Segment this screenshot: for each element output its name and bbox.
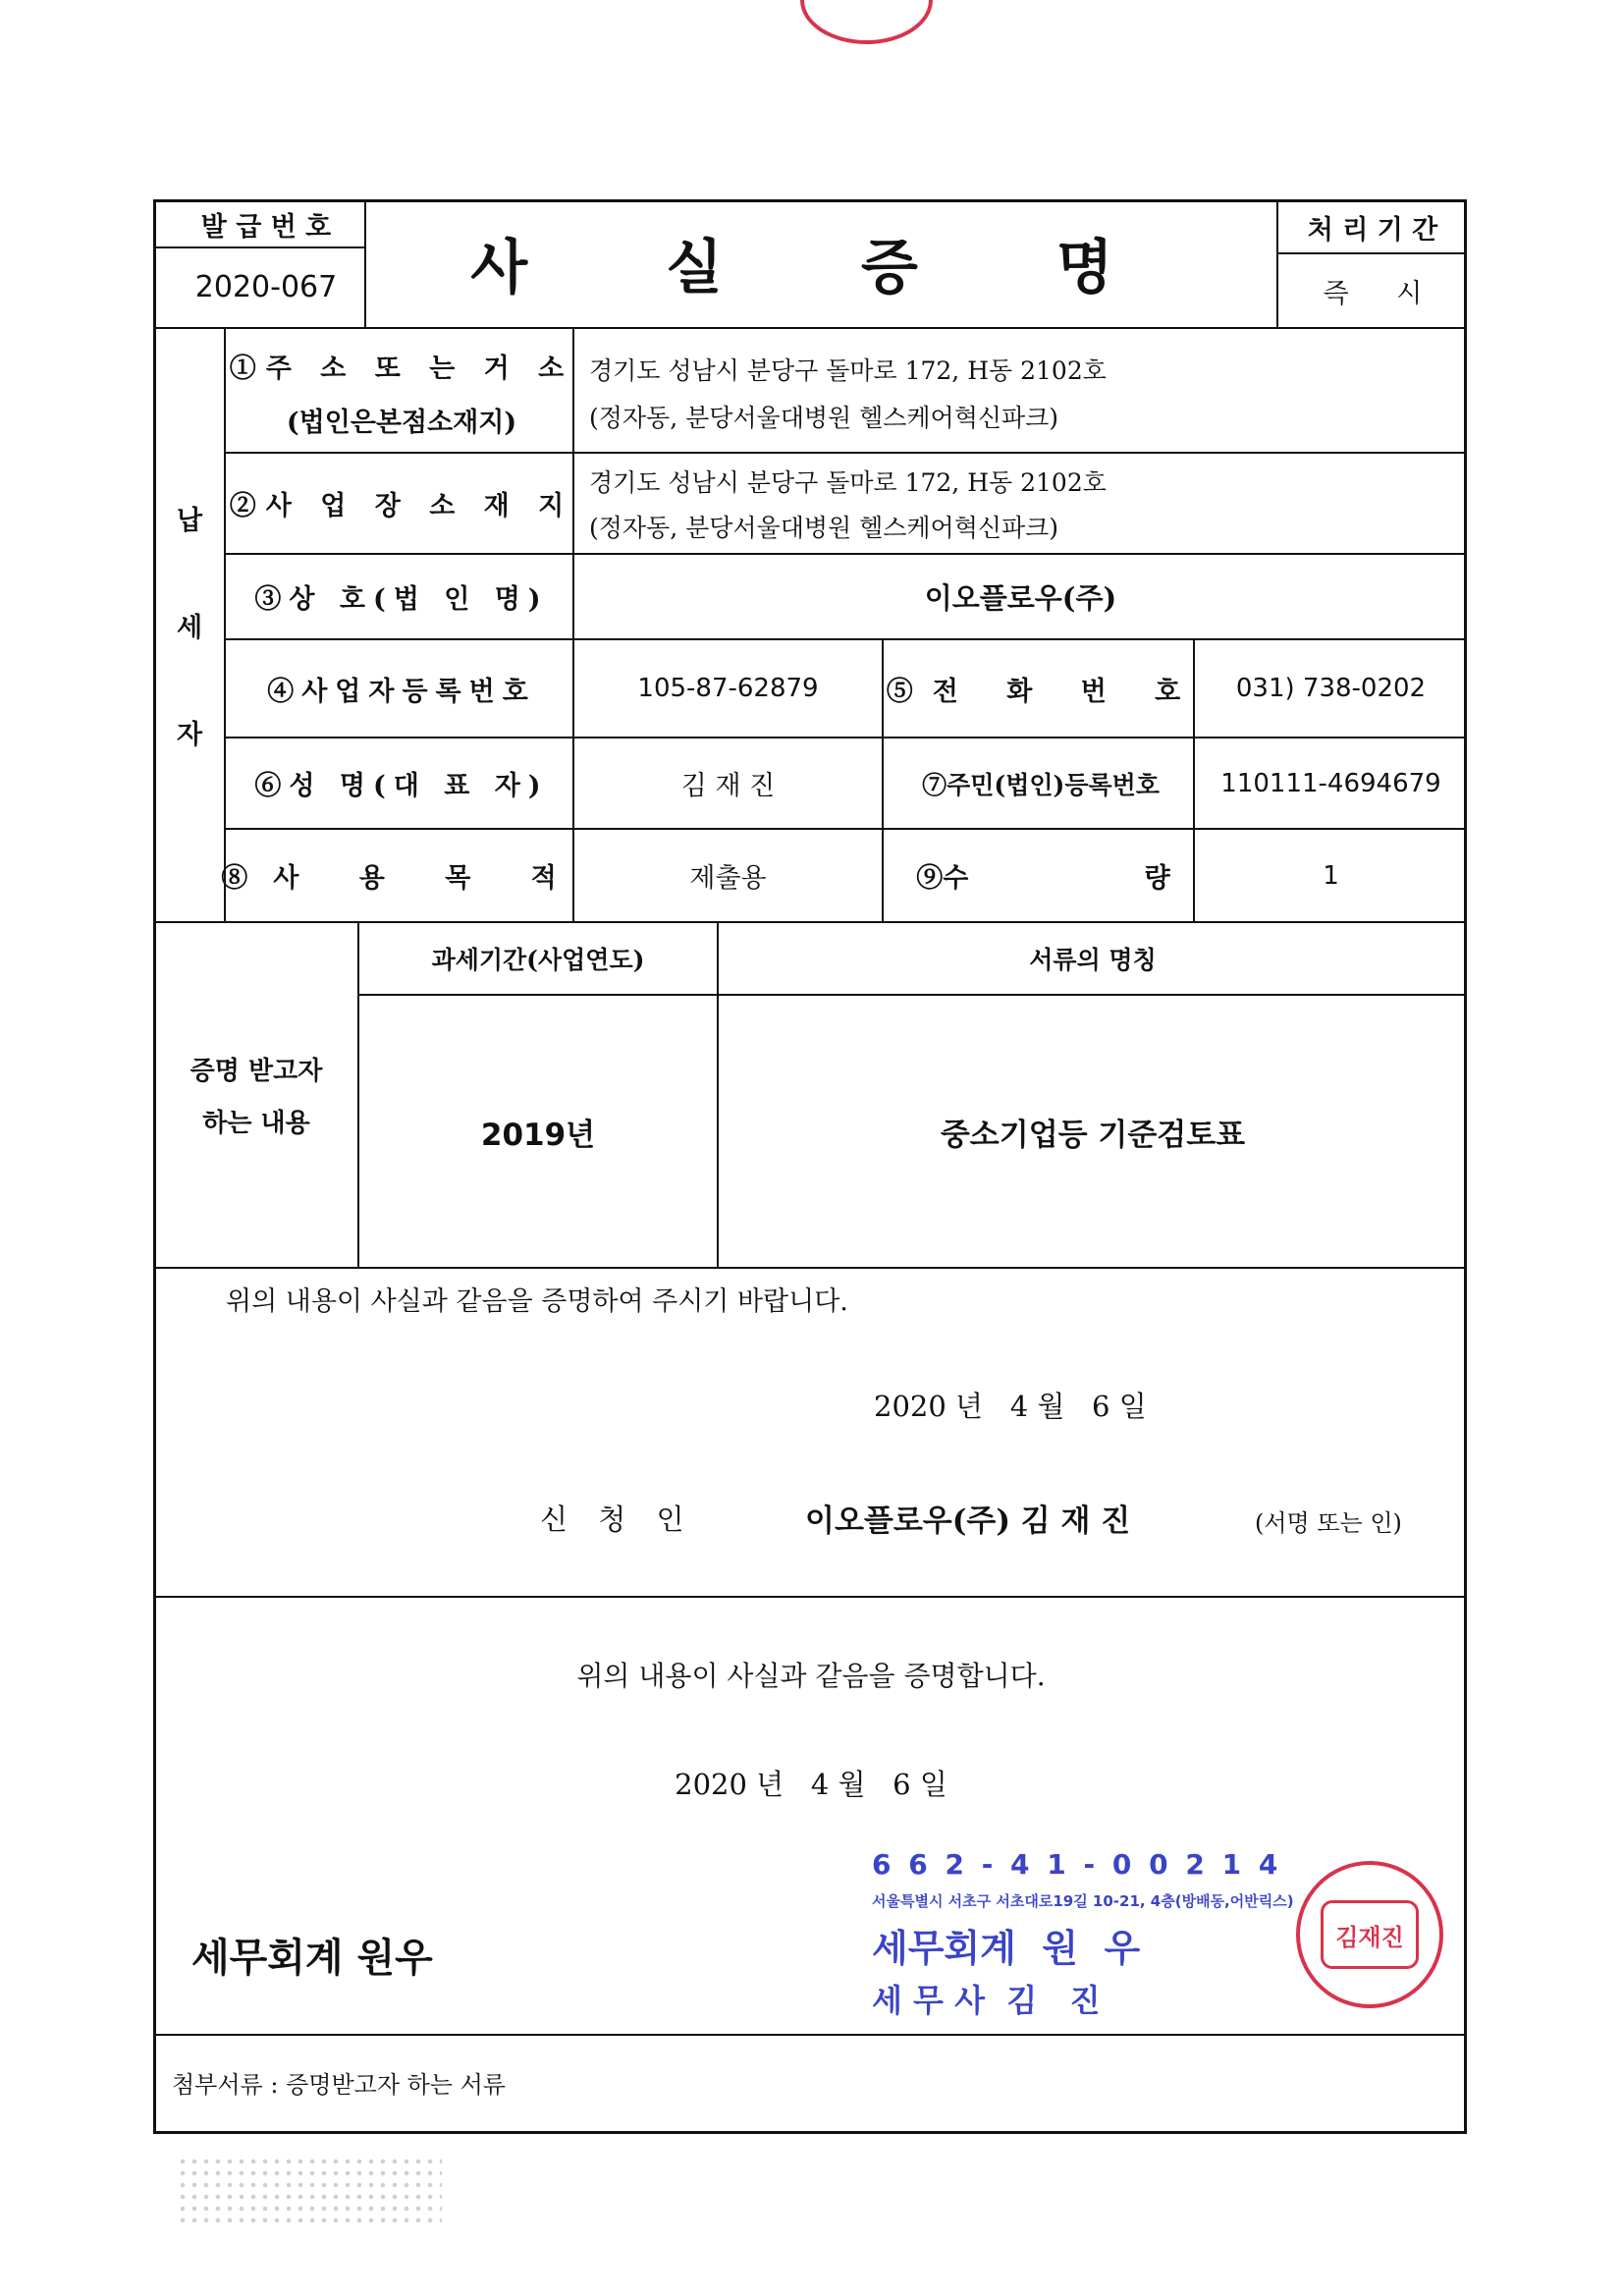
stamp-registration-number: 6 6 2 - 4 1 - 0 0 2 1 4 [872,1847,1282,1881]
business-place-line: (정자동, 분당서울대병원 헬스케어혁신파크) [589,513,1059,542]
content-side-label [155,923,357,1267]
stamp-accountant-name: 세 무 사 김 진 [872,1982,1101,2019]
processing-period-label: 처 리 기 간 [1307,214,1438,246]
issue-number: 2020-067 [194,269,338,304]
representative-label: ⑥성 명(대 표 자) [254,771,549,801]
content-side-label-line: 하는 내용 [202,1109,310,1138]
divider [882,638,884,921]
attachment-note: 첨부서류 : 증명받고자 하는 서류 [172,2070,506,2099]
taxpayer-side-label [155,329,224,921]
trade-name-label: ③상 호(법 인 명) [254,584,549,615]
business-place-label: ②사 업 장 소 재 지 [229,491,574,521]
certification-statement: 위의 내용이 사실과 같음을 증명합니다. [576,1660,1046,1692]
divider [153,327,1467,329]
side-label-char: 세 [176,613,203,643]
stamp-firm-name: 세무회계 원 우 [872,1926,1141,1970]
applicant-label: 신 청 인 [540,1502,684,1536]
address-label-line: ①주 소 또 는 거 소 [229,354,574,384]
certification-date: 2020 년 4 월 6 일 [675,1767,947,1801]
divider [153,2034,1467,2036]
side-label-char: 납 [176,506,203,536]
request-statement: 위의 내용이 사실과 같음을 증명하여 주시기 바랍니다. [226,1285,848,1317]
document-name-header: 서류의 명칭 [1029,946,1157,974]
corporate-registration-label: ⑦주민(법인)등록번호 [922,770,1160,799]
address-line: 경기도 성남시 분당구 돌마로 172, H동 2102호 [589,356,1107,385]
purpose-value: 제출용 [689,863,767,894]
side-label-char: 자 [176,720,203,750]
processing-period-value: 즉 시 [1323,278,1423,309]
phone-label: ⑤전 화 번 호 [886,676,1201,707]
issuer-name: 세무회계 원우 [191,1935,433,1981]
address-label-note: (법인은본점소재지) [286,408,517,438]
signature-note: (서명 또는 인) [1255,1508,1402,1537]
business-registration-number: 105-87-62879 [637,674,819,703]
document-name-value: 중소기업등 기준검토표 [940,1117,1246,1153]
corporate-registration-number: 110111-4694679 [1220,768,1441,798]
request-date: 2020 년 4 월 6 일 [874,1389,1147,1423]
applicant-name: 이오플로우(주) 김 재 진 [805,1503,1131,1539]
address-label [229,334,574,452]
tax-period-value: 2019년 [480,1117,596,1153]
business-place-line: 경기도 성남시 분당구 돌마로 172, H동 2102호 [589,467,1107,497]
divider [153,1596,1467,1598]
seal-text: 김재진 [1335,1923,1404,1951]
quantity-label: ⑨수 량 [916,863,1170,894]
business-place-value [589,454,1463,553]
document-title: 사 실 증 명 [470,234,1172,302]
issue-number-label: 발 급 번 호 [200,211,332,243]
phone-value: 031) 738-0202 [1235,674,1427,703]
address-value [589,334,1463,452]
divider [224,327,226,921]
address-line: (정자동, 분당서울대병원 헬스케어혁신파크) [589,404,1059,432]
stamp-address: 서울특별시 서초구 서초대로19길 10-21, 4층(방배동,어반릭스) [872,1891,1294,1910]
representative-name: 김 재 진 [680,771,776,801]
business-registration-label: ④사업자등록번호 [267,676,536,707]
tax-period-header: 과세기간(사업연도) [431,946,645,974]
trade-name-value: 이오플로우(주) [924,581,1117,615]
top-seal-stamp [800,0,933,44]
purpose-label: ⑧사 용 목 적 [221,863,582,894]
quantity-value: 1 [1323,860,1339,891]
content-side-label-line: 증명 받고자 [189,1057,323,1086]
perforation-mark [177,2156,442,2224]
